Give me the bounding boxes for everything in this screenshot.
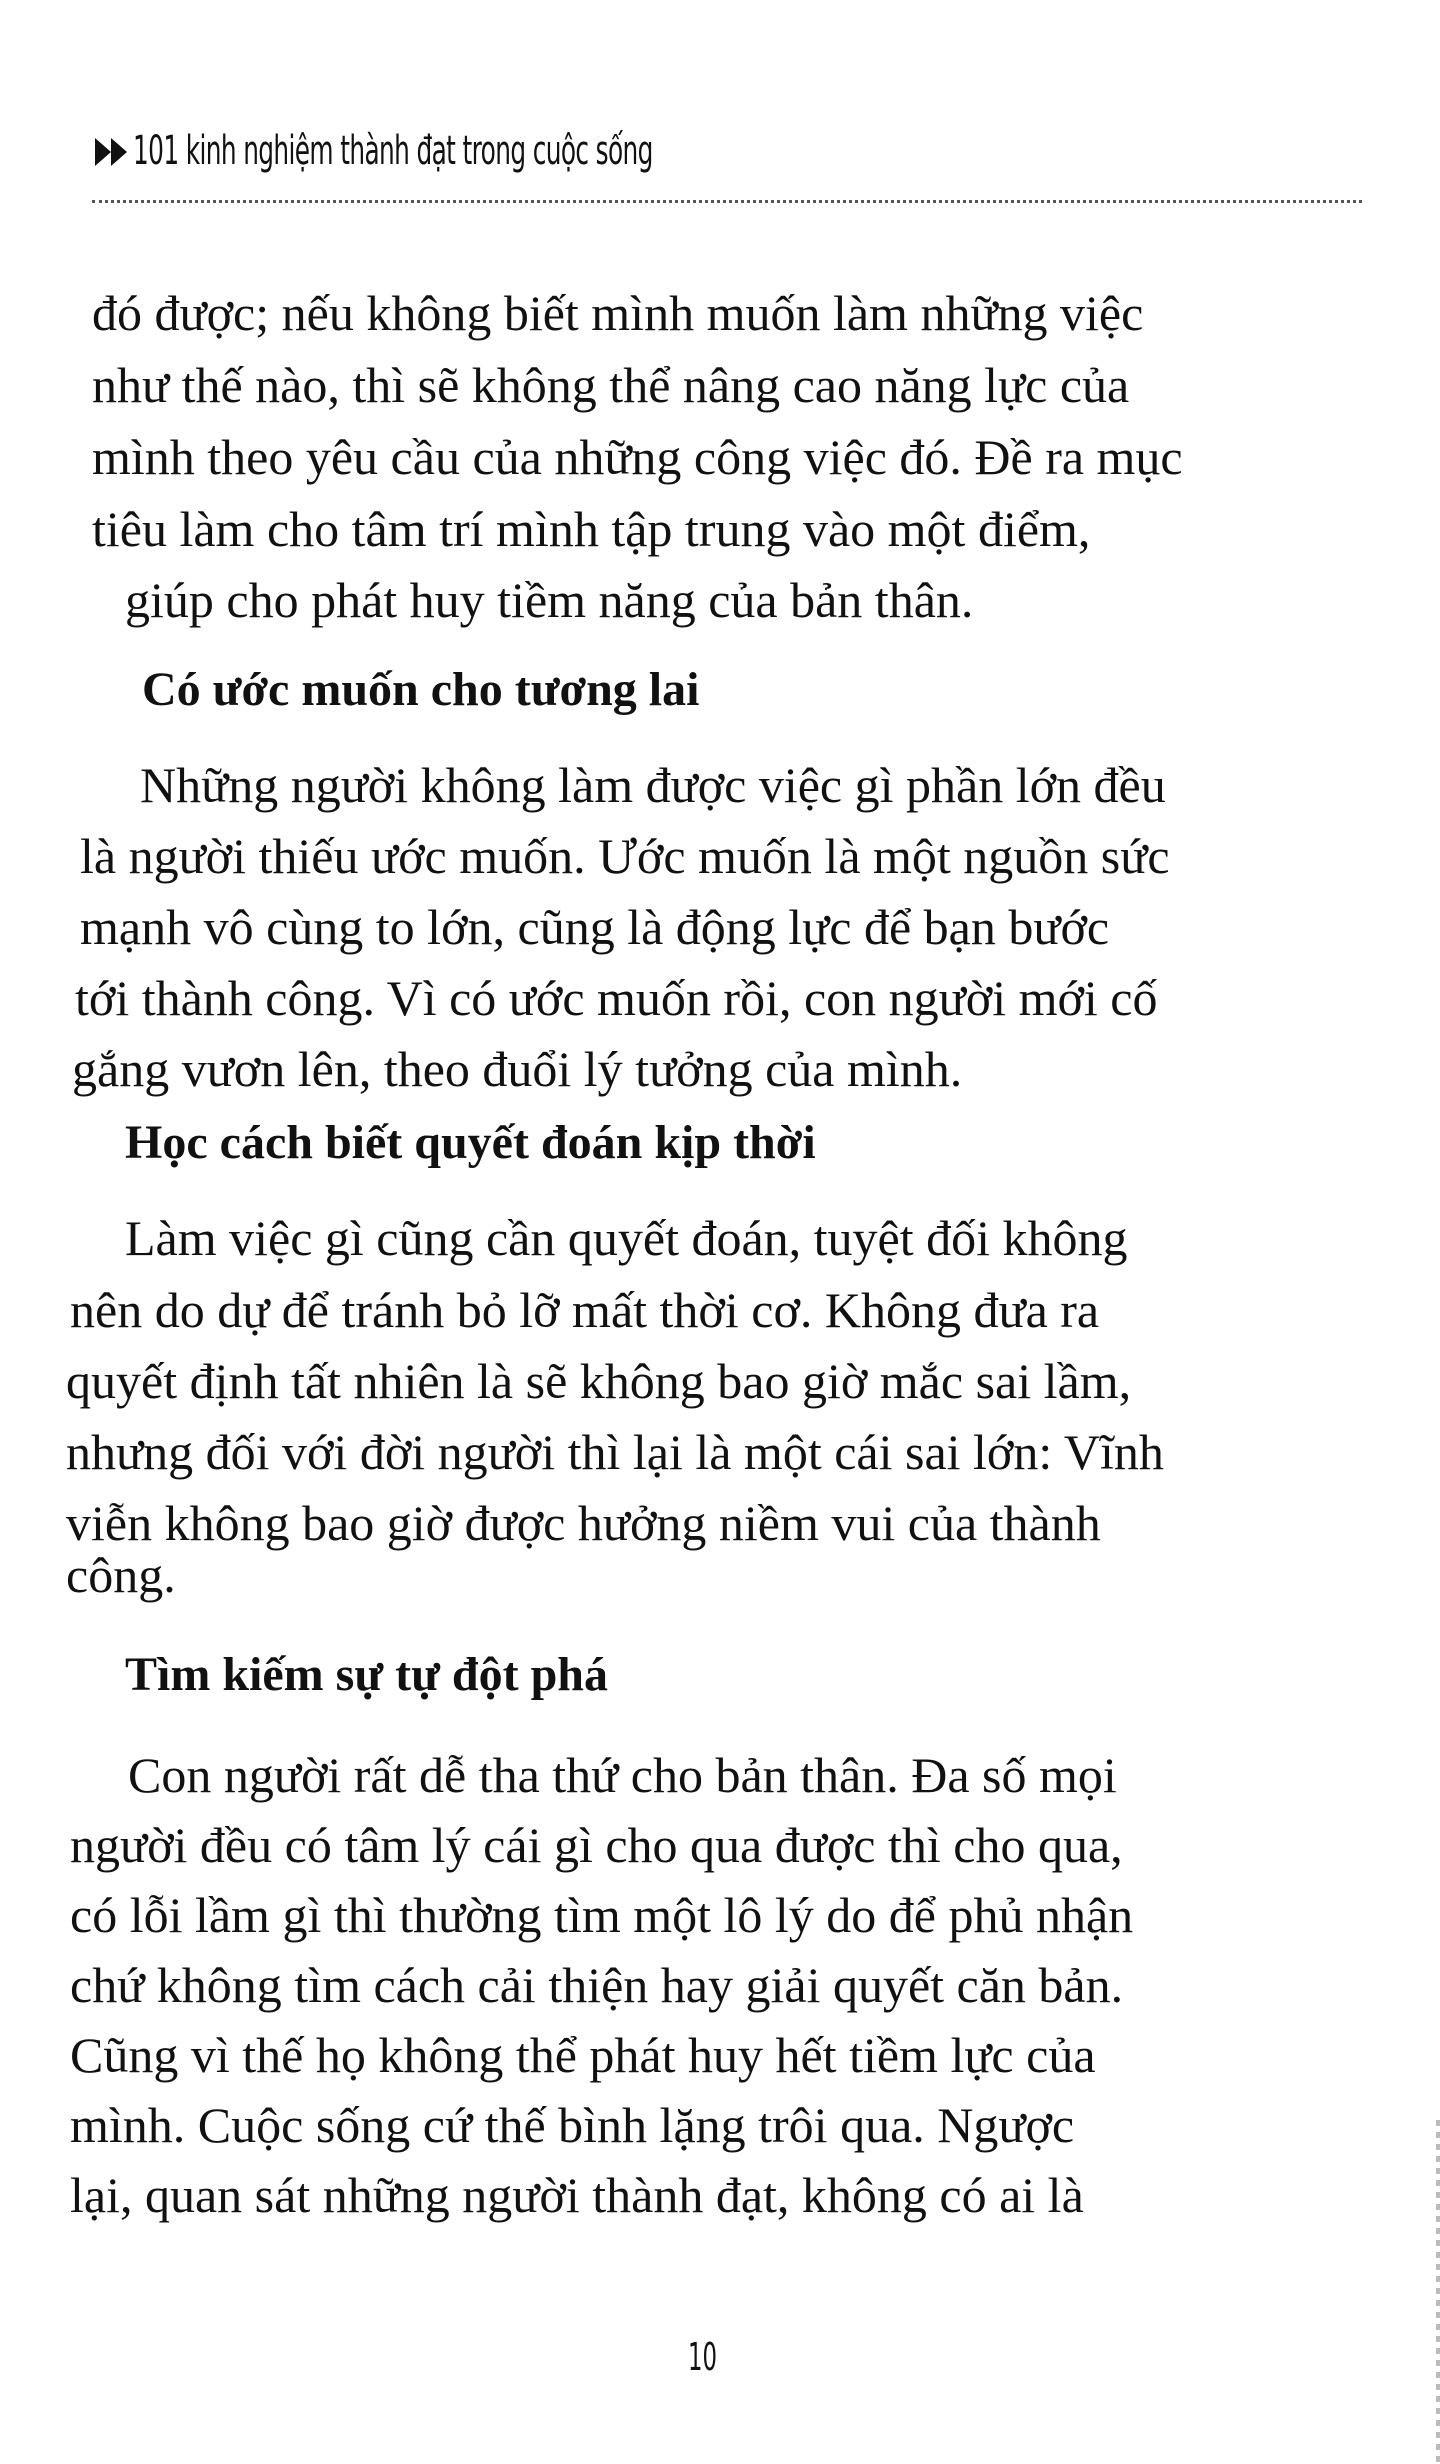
body-line: Con người rất dễ tha thứ cho bản thân. Đa số mọi [128, 1747, 1117, 1803]
body-line: người đều có tâm lý cái gì cho qua được thì cho qua, [70, 1817, 1123, 1873]
body-line: Làm việc gì cũng cần quyết đoán, tuyệt đối không [125, 1210, 1128, 1266]
body-line: có lỗi lầm gì thì thường tìm một lô lý do để phủ nhận [70, 1887, 1134, 1943]
body-line: công. [66, 1547, 176, 1603]
page-edge-shadow [1436, 2120, 1440, 2464]
body-line: lại, quan sát những người thành đạt, không có ai là [70, 2167, 1084, 2223]
running-title: 101 kinh nghiệm thành đạt trong cuộc sống [133, 128, 653, 174]
body-line: chứ không tìm cách cải thiện hay giải quyết căn bản. [70, 1957, 1124, 2013]
running-header [95, 128, 971, 174]
body-line: mạnh vô cùng to lớn, cũng là động lực để bạn bước [80, 899, 1110, 955]
header-dotted-rule [92, 200, 1362, 203]
body-line: đó được; nếu không biết mình muốn làm những việc [92, 285, 1144, 341]
section-heading: Học cách biết quyết đoán kịp thời [125, 1116, 816, 1169]
body-line: gắng vươn lên, theo đuổi lý tưởng của mình. [72, 1041, 963, 1097]
double-arrow-right-icon [95, 138, 127, 166]
section-heading: Có ước muốn cho tương lai [142, 663, 700, 716]
body-line: tiêu làm cho tâm trí mình tập trung vào một điểm, [92, 501, 1091, 557]
body-line: giúp cho phát huy tiềm năng của bản thân. [125, 572, 974, 628]
body-line: mình. Cuộc sống cứ thế bình lặng trôi qua. Ngược [70, 2097, 1075, 2153]
body-line: tới thành công. Vì có ước muốn rồi, con người mới cố [75, 970, 1158, 1026]
body-line: là người thiếu ước muốn. Ước muốn là một nguồn sức [80, 828, 1170, 884]
body-line: Cũng vì thế họ không thể phát huy hết tiềm lực của [70, 2027, 1096, 2083]
page-number: 10 [688, 2335, 718, 2379]
body-line: nhưng đối với đời người thì lại là một cái sai lớn: Vĩnh [66, 1424, 1164, 1480]
body-line: quyết định tất nhiên là sẽ không bao giờ mắc sai lầm, [66, 1353, 1132, 1409]
body-line: nên do dự để tránh bỏ lỡ mất thời cơ. Không đưa ra [70, 1282, 1100, 1338]
body-line: như thế nào, thì sẽ không thể nâng cao năng lực của [92, 357, 1130, 413]
body-line: viễn không bao giờ được hưởng niềm vui của thành [66, 1495, 1101, 1551]
body-line: Những người không làm được việc gì phần lớn đều [140, 757, 1166, 813]
section-heading: Tìm kiếm sự tự đột phá [125, 1648, 608, 1701]
body-line: mình theo yêu cầu của những công việc đó. Đề ra mục [92, 429, 1183, 485]
